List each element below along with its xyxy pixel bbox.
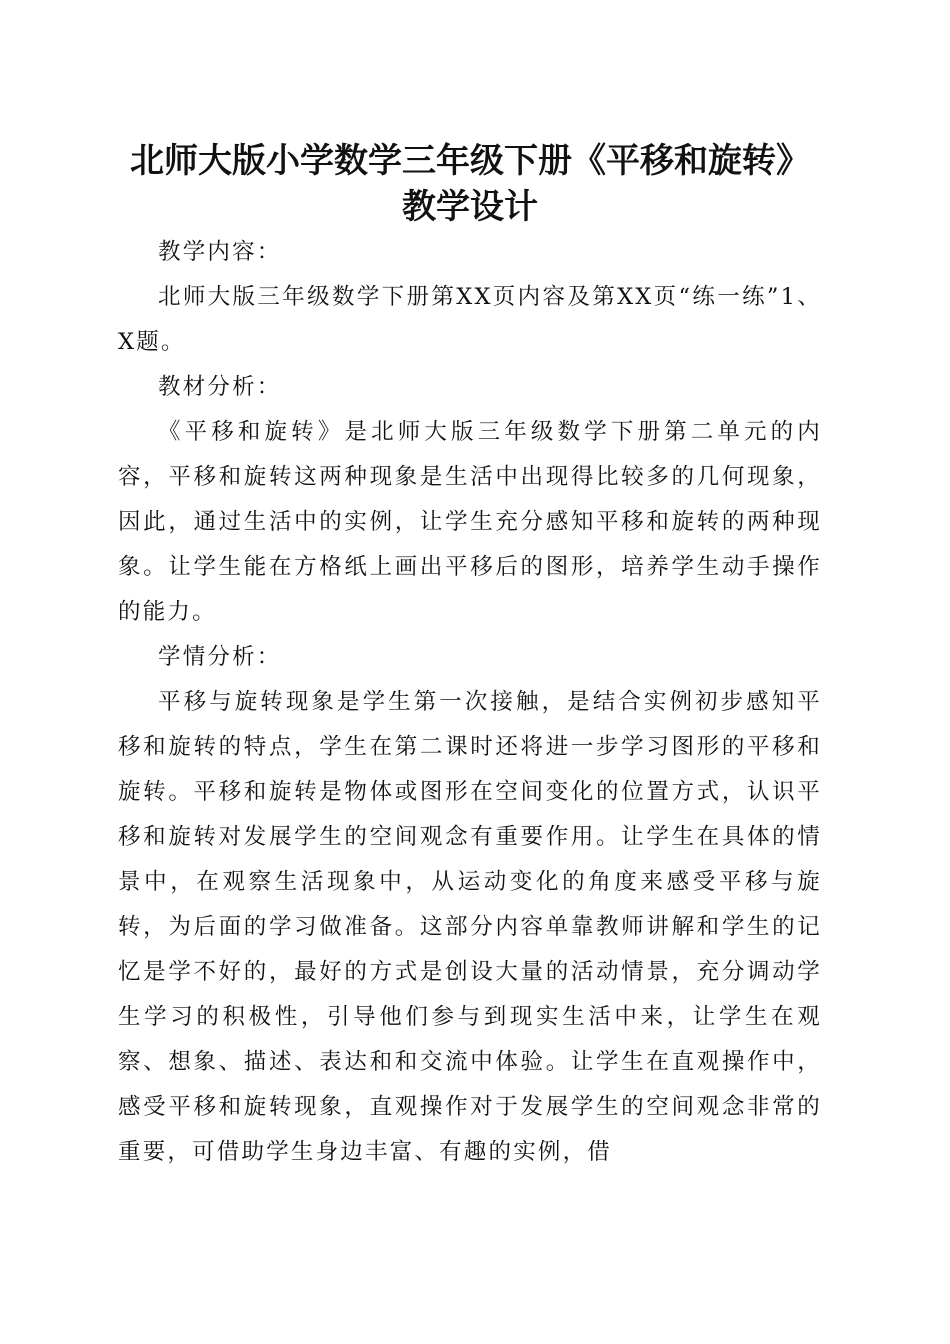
document-title-line-2: 教学设计 [402,187,538,227]
section-body-teaching-content: 北师大版三年级数学下册第XX页内容及第XX页“练一练”1、X题。 [118,284,822,355]
document-title [118,138,822,230]
section-heading-student-analysis: 学情分析： [158,644,282,670]
document-body [118,230,822,1175]
section-heading-textbook-analysis: 教材分析： [158,374,282,400]
section-heading-teaching-content: 教学内容： [158,239,282,265]
document-page [118,138,822,1175]
section-body-textbook-analysis: 《平移和旋转》是北师大版三年级数学下册第二单元的内容，平移和旋转这两种现象是生活中出现得比较多的几何现象，因此，通过生活中的实例，让学生充分感知平移和旋转的两种现象。让学生能在方格纸上画出平移后的图形，培养学生动手操作的能力。 [118,419,822,625]
section-body-student-analysis: 平移与旋转现象是学生第一次接触，是结合实例初步感知平移和旋转的特点，学生在第二课时还将进一步学习图形的平移和旋转。平移和旋转是物体或图形在空间变化的位置方式，认识平移和旋转对发展学生的空间观念有重要作用。让学生在具体的情景中，在观察生活现象中，从运动变化的角度来感受平移与旋转，为后面的学习做准备。这部分内容单靠教师讲解和学生的记忆是学不好的，最好的方式是创设大量的活动情景，充分调动学生学习的积极性，引导他们参与到现实生活中来，让学生在观察、想象、描述、表达和和交流中体验。让学生在直观操作中，感受平移和旋转现象，直观操作对于发展学生的空间观念非常的重要，可借助学生身边丰富、有趣的实例，借 [118,689,822,1165]
document-title-line-1: 北师大版小学数学三年级下册《平移和旋转》 [130,141,810,181]
